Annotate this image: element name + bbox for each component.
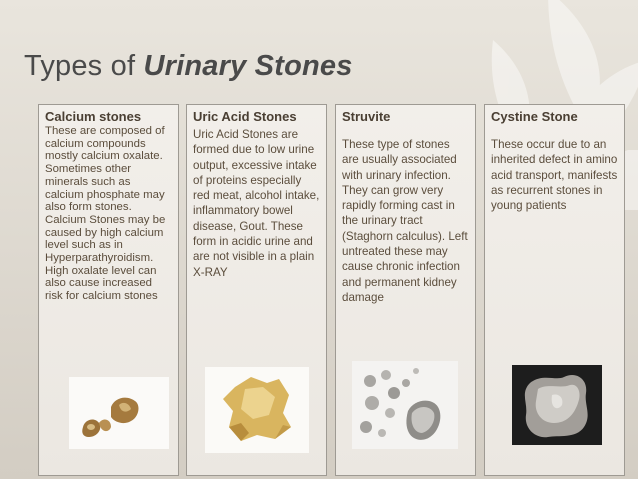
card-cystine-stone xyxy=(484,104,625,476)
card-uric-acid-stones xyxy=(186,104,327,476)
slide-title-emphasis: Urinary Stones xyxy=(143,50,353,82)
card-struvite xyxy=(335,104,476,476)
card-heading: Uric Acid Stones xyxy=(193,109,297,124)
cystine-stone-photo xyxy=(512,365,602,445)
card-body: These type of stones are usually associated with urinary infection. They can grow very rapidly forming cast in the urinary tract (Staghorn calculus). Left untreated these may cause chronic infection and permanent kidney damage xyxy=(342,138,468,304)
slide-title-prefix: Types of xyxy=(24,50,144,82)
uric-acid-stone-photo xyxy=(205,367,309,453)
card-body: These are composed of calcium compounds mostly calcium oxalate. Sometimes other minerals such as calcium phosphate may also form stones. Calcium Stones may be caused by high calcium level such as in Hyperparathyroidism. High oxalate level can also cause increased risk for calcium stones xyxy=(45,125,166,303)
card-heading: Calcium stones xyxy=(45,109,142,124)
card-heading: Struvite xyxy=(342,109,391,124)
card-body: These occur due to an inherited defect in amino acid transport, manifests as recurrent stones in young patients xyxy=(491,138,618,213)
card-body: Uric Acid Stones are formed due to low urine output, excessive intake of proteins especially red meat, alcohol intake, inflammatory bowel disease, Gout. These form in acidic urine and are not visible in a plain X-RAY xyxy=(193,128,320,279)
slide-title xyxy=(24,50,353,83)
card-calcium-stones xyxy=(38,104,179,476)
calcium-stone-photo xyxy=(69,377,169,449)
struvite-stone-photo xyxy=(352,361,458,449)
card-heading: Cystine Stone xyxy=(491,109,578,124)
